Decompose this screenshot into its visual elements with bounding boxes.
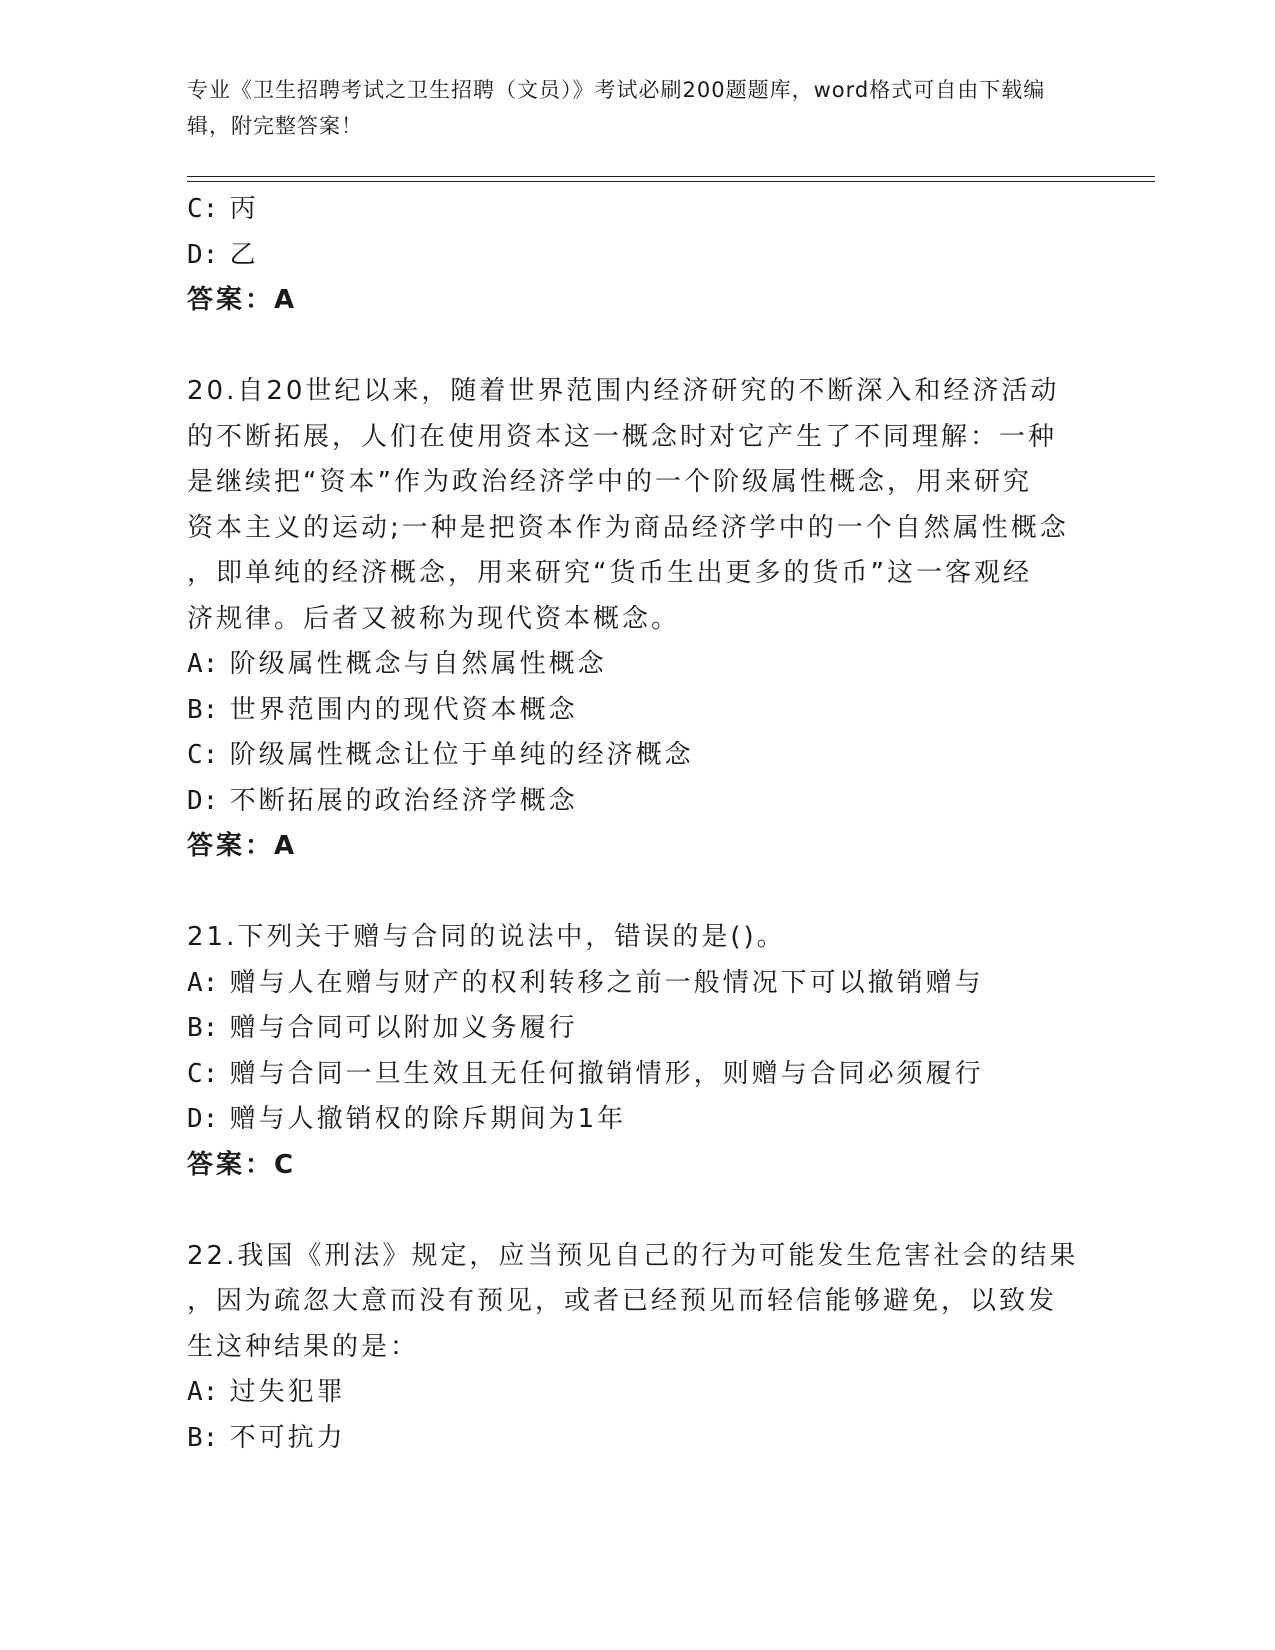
document-header <box>187 72 1067 144</box>
question-stem-line: 济规律。后者又被称为现代资本概念。 <box>187 603 681 634</box>
question-stem-line: 是继续把“资本”作为政治经济学中的一个阶级属性概念，用来研究 <box>187 467 1032 497</box>
answer-label: 答案： <box>187 285 275 315</box>
answer-value: A <box>274 831 298 861</box>
option-text: 乙 <box>229 239 259 270</box>
document-title: 专业《卫生招聘考试之卫生招聘（文员）》考试必刷200题题库，word格式可自由下载编辑，附完整答案！ <box>187 78 1046 138</box>
option-text: 丙 <box>229 194 259 224</box>
option-line <box>187 779 1087 825</box>
option-text: 阶级属性概念让位于单纯的经济概念 <box>229 740 694 770</box>
option-letter: C: <box>187 740 219 770</box>
answer-line <box>187 824 1087 870</box>
question-stem-line: 资本主义的运动;一种是把资本作为商品经济学中的一个自然属性概念 <box>187 512 1069 543</box>
option-letter: B: <box>187 1013 219 1043</box>
option-letter: C: <box>187 1058 219 1089</box>
option-letter: B: <box>187 1422 219 1453</box>
option-text: 阶级属性概念与自然属性概念 <box>229 649 607 679</box>
answer-value: A <box>274 285 298 315</box>
option-text: 赠与合同可以附加义务履行 <box>229 1013 578 1043</box>
question-stem-line: 的不断拓展，人们在使用资本这一概念时对它产生了不同理解：一种 <box>187 421 1058 452</box>
question-stem-line: 22.我国《刑法》规定，应当预见自己的行为可能发生危害社会的结果 <box>187 1240 1079 1271</box>
option-text: 赠与人在赠与财产的权利转移之前一般情况下可以撤销赠与 <box>229 967 984 998</box>
option-letter: C: <box>187 194 219 224</box>
option-letter: A: <box>187 1377 219 1407</box>
option-text: 世界范围内的现代资本概念 <box>229 694 578 725</box>
option-letter: A: <box>187 649 219 679</box>
question-20 <box>187 369 1087 870</box>
option-text: 赠与人撤销权的除斥期间为1年 <box>229 1104 627 1134</box>
option-text: 不断拓展的政治经济学概念 <box>229 785 578 816</box>
option-line <box>187 961 1087 1007</box>
question-stem-line: 生这种结果的是： <box>187 1331 420 1362</box>
option-text: 赠与合同一旦生效且无任何撤销情形，则赠与合同必须履行 <box>229 1058 984 1089</box>
option-line <box>187 1006 1087 1052</box>
option-letter: D: <box>187 239 219 270</box>
answer-line <box>187 1143 1087 1189</box>
option-line <box>187 1097 1087 1143</box>
option-letter: D: <box>187 1104 219 1134</box>
option-text: 过失犯罪 <box>229 1377 346 1407</box>
spacer <box>187 324 1087 370</box>
answer-line <box>187 278 1087 324</box>
answer-label: 答案： <box>187 831 275 861</box>
option-line <box>187 1052 1087 1098</box>
question-stem-line: 20.自20世纪以来，随着世界范围内经济研究的不断深入和经济活动 <box>187 376 1060 406</box>
option-line <box>187 733 1087 779</box>
option-line <box>187 187 1087 233</box>
option-line <box>187 1416 1087 1462</box>
document-body <box>187 187 1087 1461</box>
option-letter: D: <box>187 785 219 816</box>
question-22 <box>187 1234 1087 1462</box>
answer-value: C <box>274 1149 297 1180</box>
option-text: 不可抗力 <box>229 1422 346 1453</box>
question-stem-line: ，因为疏忽大意而没有预见，或者已经预见而轻信能够避免，以致发 <box>187 1286 1058 1316</box>
option-line <box>187 688 1087 734</box>
option-line <box>187 233 1087 279</box>
option-letter: A: <box>187 967 219 998</box>
option-line <box>187 1370 1087 1416</box>
option-line <box>187 642 1087 688</box>
spacer <box>187 1188 1087 1234</box>
answer-label: 答案： <box>187 1149 275 1180</box>
question-21 <box>187 915 1087 1188</box>
header-rule-top <box>187 176 1155 177</box>
option-letter: B: <box>187 694 219 725</box>
spacer <box>187 870 1087 916</box>
header-rule-bottom <box>187 181 1155 182</box>
question-stem-line: 21.下列关于赠与合同的说法中，错误的是()。 <box>187 922 786 952</box>
question-stem-line: ，即单纯的经济概念，用来研究“货币生出更多的货币”这一客观经 <box>187 558 1032 588</box>
